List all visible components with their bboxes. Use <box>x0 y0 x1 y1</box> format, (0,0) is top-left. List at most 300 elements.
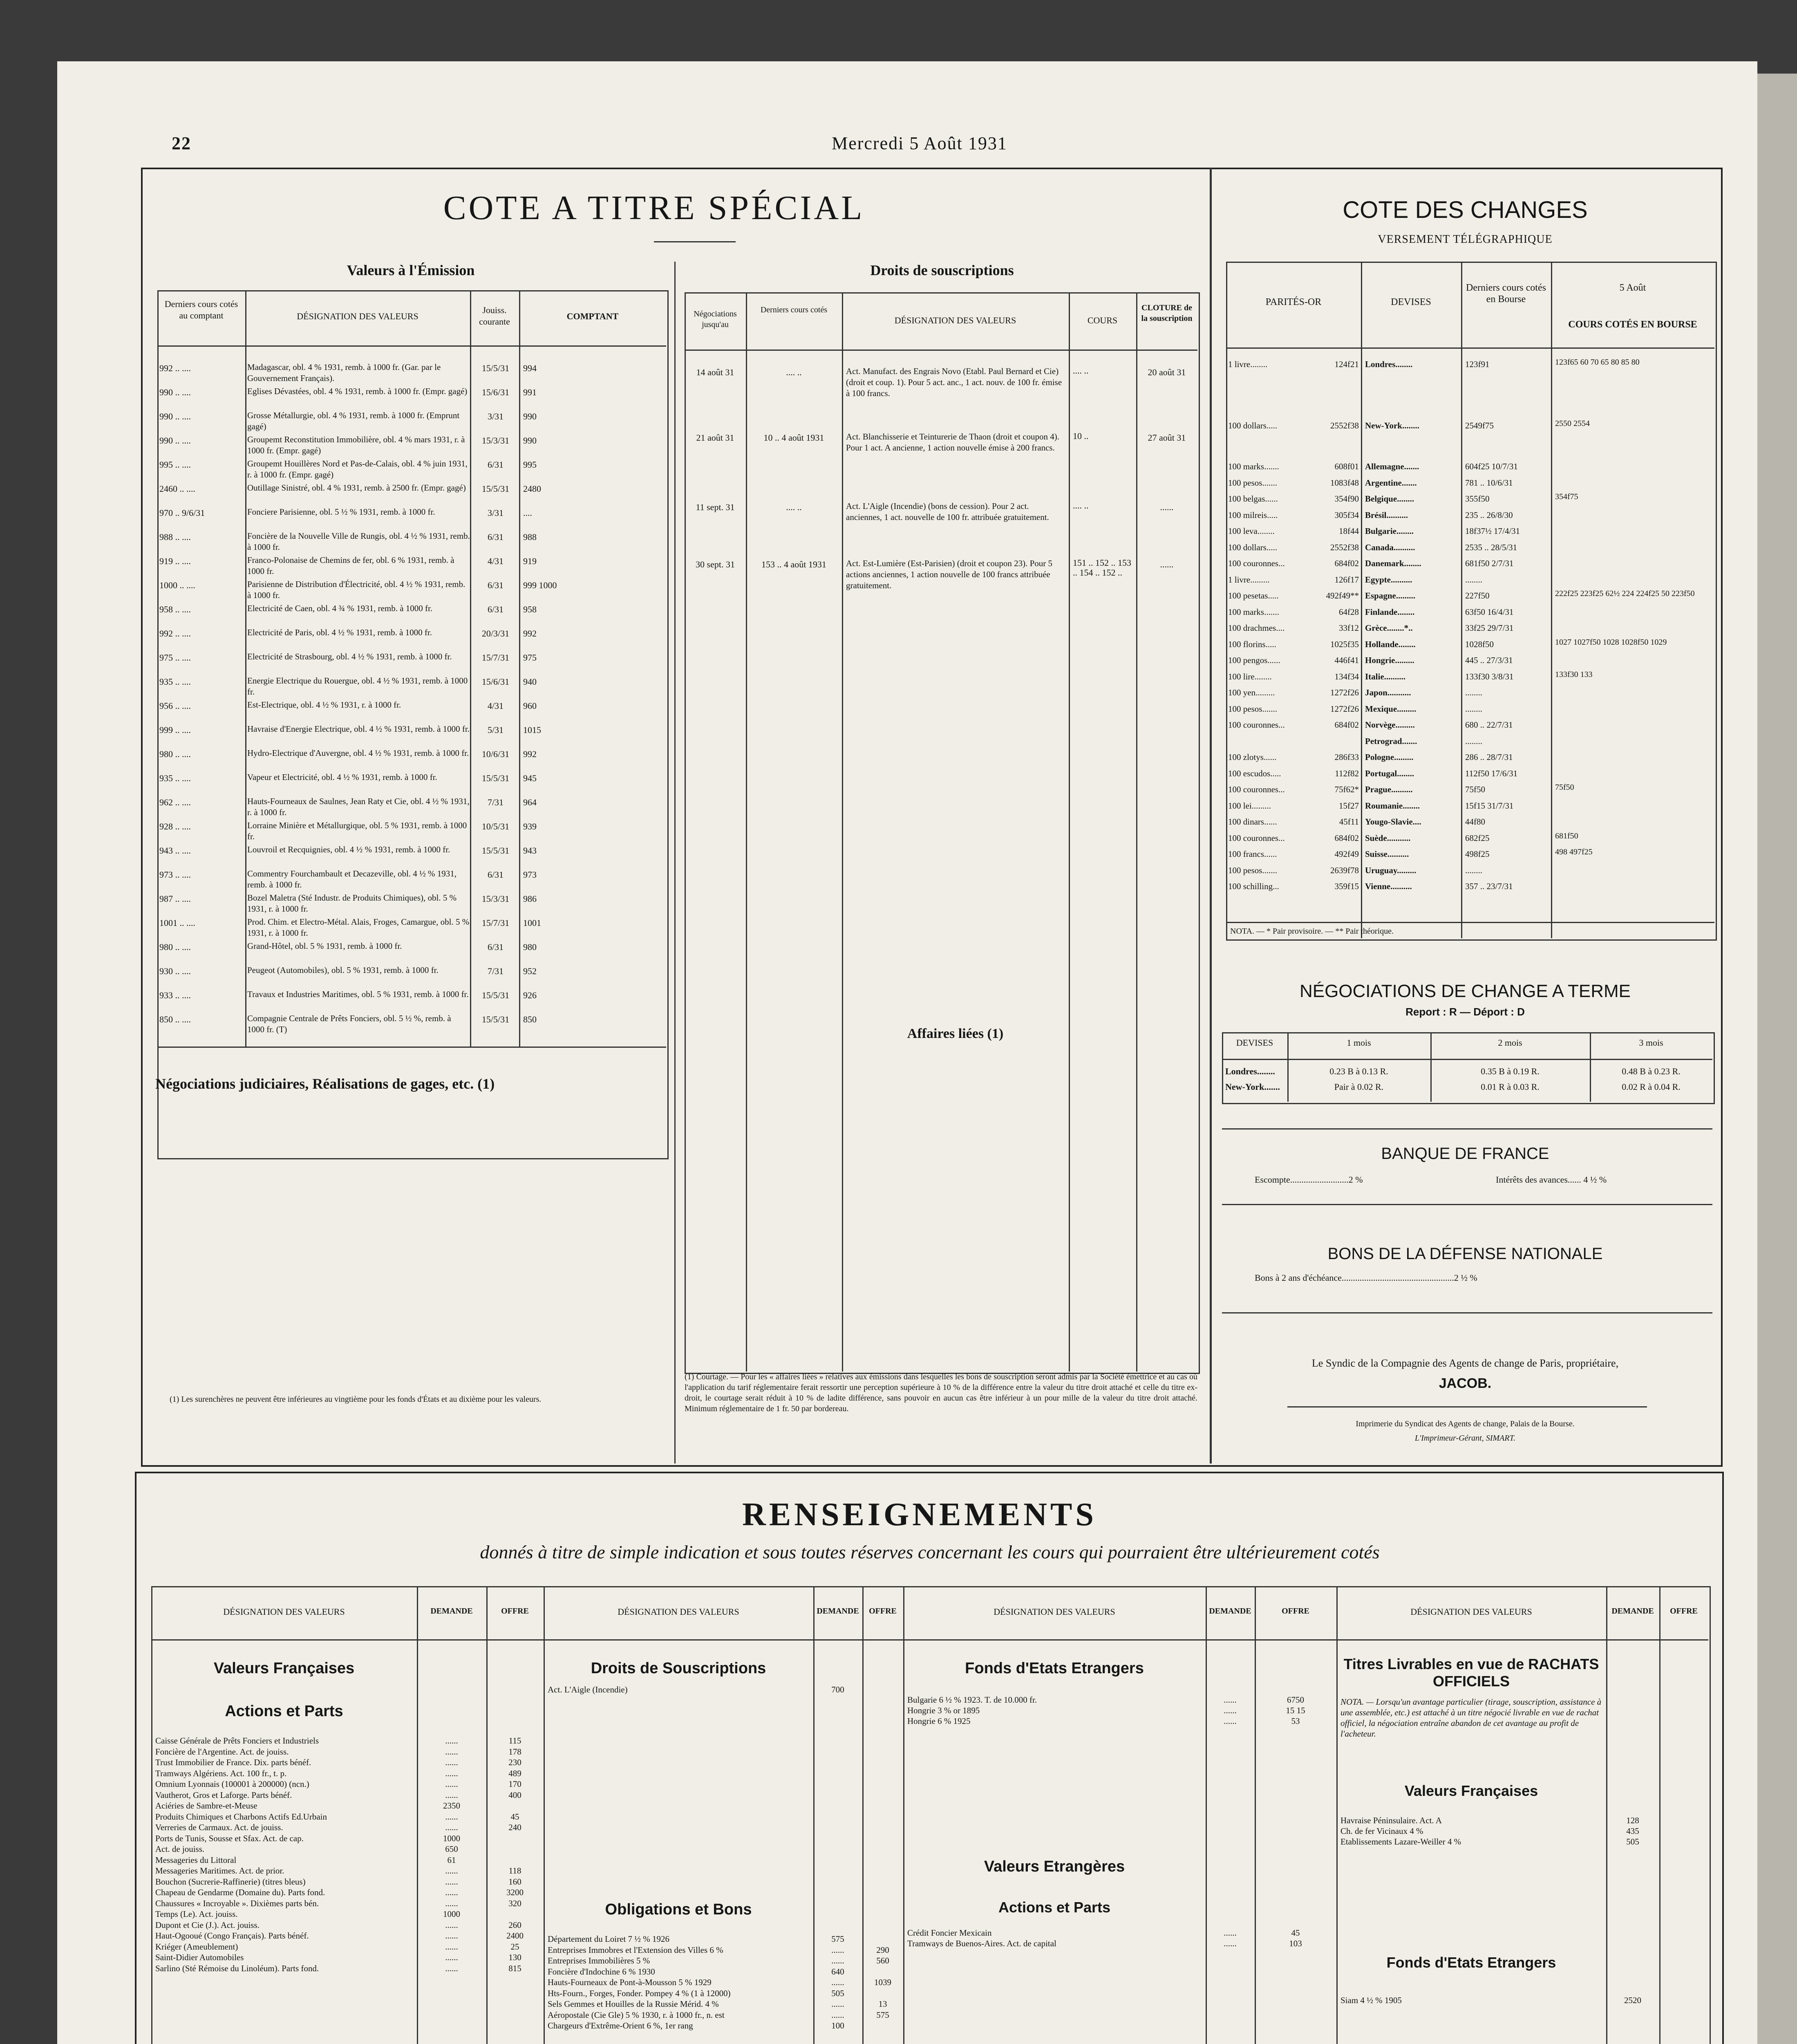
parite-value: 126f17 <box>1334 574 1359 585</box>
emission-designation: Grand-Hôtel, obl. 5 % 1931, remb. à 1000 fr. <box>247 941 402 951</box>
emission-heading: Valeurs à l'Émission <box>347 262 475 278</box>
parite-value: 15f27 <box>1339 800 1359 811</box>
emission-designation: Madagascar, obl. 4 % 1931, remb. à 1000 fr. (Gar. par le Gouvernement Français). <box>247 362 441 383</box>
rg-row-demande: ...... <box>445 1822 458 1832</box>
emission-comptant: 919 <box>523 556 537 566</box>
emission-comptant: 992 <box>523 628 537 639</box>
rg-heading: Fonds d'Etats Etrangers <box>1386 1954 1556 1971</box>
rg-row-designation: Dupont et Cie (J.). Act. jouiss. <box>155 1920 260 1930</box>
terme-devise: New-York....... <box>1225 1082 1280 1092</box>
rg-heading: Valeurs Etrangères <box>984 1858 1125 1875</box>
devise-cours-cotes: 498 497f25 <box>1555 847 1593 856</box>
terme-title: NÉGOCIATIONS DE CHANGE A TERME <box>1299 981 1631 1001</box>
parite-unit: 100 lire........ <box>1228 671 1272 681</box>
emission-comptant: 988 <box>523 532 537 542</box>
emission-comptant: 994 <box>523 363 537 373</box>
devise-last-cours: 33f25 29/7/31 <box>1465 623 1514 633</box>
emission-jouissance: 20/3/31 <box>481 628 510 639</box>
banque-title: BANQUE DE FRANCE <box>1381 1145 1549 1163</box>
emission-last-price: 919 .. .... <box>159 556 191 566</box>
terme-col-header: 3 mois <box>1639 1038 1663 1048</box>
emission-comptant: 990 <box>523 435 537 446</box>
emission-jouissance: 15/5/31 <box>481 1014 510 1024</box>
parite-unit: 100 escudos..... <box>1228 768 1281 778</box>
emission-comptant: 992 <box>523 749 537 759</box>
emission-last-price: 958 .. .... <box>159 604 191 614</box>
rg-row-demande: ...... <box>445 1790 458 1800</box>
rg-row-demande: ...... <box>445 1768 458 1778</box>
emission-comptant: 995 <box>523 459 537 470</box>
parite-value: 684f02 <box>1334 720 1359 730</box>
emission-designation: Est-Electrique, obl. 4 ½ % 1931, r. à 1000 fr. <box>247 700 401 710</box>
devise-cours-cotes: 133f30 133 <box>1555 670 1593 679</box>
emission-designation: Groupemt Reconstitution Immobilière, obl. 4 % mars 1931, r. à 1000 fr. (Empr. gagé) <box>247 435 465 455</box>
rg-row-designation: Tramways Algériens. Act. 100 fr., t. p. <box>155 1768 287 1778</box>
devise-name: Norvège......... <box>1365 720 1415 730</box>
emission-last-price: 928 .. .... <box>159 821 191 831</box>
souscr-designation: Act. Est-Lumière (Est-Parisien) (droit et coupon 23). Pour 5 actions anciennes, 1 action nouvelle de 100 francs attribuée gratuitement. <box>846 558 1053 590</box>
emission-last-price: 2460 .. .... <box>159 484 195 494</box>
emission-comptant: 991 <box>523 387 537 397</box>
rg-row-designation: Hongrie 6 % 1925 <box>907 1716 971 1726</box>
rg-row-offre: 15 15 <box>1286 1706 1305 1715</box>
rg-row-offre: 115 <box>508 1736 521 1746</box>
devise-name: Canada.......... <box>1365 542 1415 552</box>
souscr-derniers-cotes: 153 .. 4 août 1931 <box>761 559 826 569</box>
devise-name: Italie.......... <box>1365 671 1406 681</box>
emission-jouissance: 5/31 <box>487 725 504 735</box>
devise-last-cours: 1028f50 <box>1465 639 1494 649</box>
col-designation: DÉSIGNATION DES VALEURS <box>297 311 418 321</box>
rg-col-offre: OFFRE <box>1670 1607 1698 1616</box>
parite-unit: 100 couronnes... <box>1228 784 1285 794</box>
rg-row-offre: 815 <box>508 1963 521 1973</box>
rg-row-demande: ...... <box>1224 1939 1237 1948</box>
emission-comptant: 999 1000 <box>523 580 557 590</box>
parite-value: 18f44 <box>1339 526 1359 536</box>
rg-col-demande: DEMANDE <box>817 1607 859 1616</box>
devise-last-cours: ........ <box>1465 865 1482 875</box>
emission-jouissance: 6/31 <box>487 459 504 470</box>
parite-value: 492f49 <box>1334 849 1359 859</box>
parite-unit: 100 couronnes... <box>1228 720 1285 730</box>
devise-name: Londres........ <box>1365 359 1413 369</box>
courtage-note: (1) Courtage. — Pour les « affaires liées » relatives aux émissions dans lesquelles les bons de souscription seront admis par la Société émettrice et au cas où l'application du tarif réglementaire ferait ressortir une perception supérieure à 10 % de la différence entre la valeur du titre droit attaché et celle du titre ex-droit, le courtage serait réduit à 10 % de ladite différence, sans pouvoir en aucun cas être inférieur à un pour mille de la valeur du titre droit attaché. Minimum réglementaire de 1 fr. 50 par bordereau. <box>685 1372 1197 1413</box>
rg-row-designation: Bouchon (Sucrerie-Raffinerie) (titres bleus) <box>155 1876 306 1887</box>
emission-designation: Electricité de Caen, obl. 4 ¾ % 1931, remb. à 1000 fr. <box>247 603 433 613</box>
devise-last-cours: ........ <box>1465 688 1482 697</box>
emission-jouissance: 15/3/31 <box>481 894 510 904</box>
parite-unit: 1 livre........ <box>1228 359 1268 369</box>
parite-value: 1272f26 <box>1330 688 1359 697</box>
rg-row-designation: Département du Loiret 7 ½ % 1926 <box>548 1934 669 1944</box>
devise-name: Suisse.......... <box>1365 849 1409 859</box>
rg-row-demande: ...... <box>445 1952 458 1962</box>
rg-row-offre: 260 <box>508 1920 521 1930</box>
rg-row-designation: Havraise Péninsulaire. Act. A <box>1340 1815 1442 1825</box>
parite-unit: 100 couronnes... <box>1228 558 1285 568</box>
rg-row-demande: ...... <box>831 1977 844 1987</box>
devise-name: Espagne......... <box>1365 591 1416 601</box>
devise-last-cours: 75f50 <box>1465 784 1485 794</box>
emission-last-price: 975 .. .... <box>159 652 191 663</box>
rg-row-designation: Crédit Foncier Mexicain <box>907 1928 992 1938</box>
emission-last-price: 990 .. .... <box>159 387 191 397</box>
emission-designation: Eglises Dévastées, obl. 4 % 1931, remb. à 1000 fr. (Empr. gagé) <box>247 386 468 396</box>
rg-row-demande: ...... <box>831 1956 844 1966</box>
terme-devise: Londres........ <box>1225 1066 1275 1076</box>
rg-row-offre: 230 <box>508 1757 521 1767</box>
devise-last-cours: 63f50 16/4/31 <box>1465 607 1514 617</box>
devise-name: Belgique........ <box>1365 494 1414 504</box>
souscr-jusqu-au: 30 sept. 31 <box>696 559 735 569</box>
rg-col-demande: DEMANDE <box>1611 1607 1654 1616</box>
col-comptant: COMPTANT <box>566 311 619 321</box>
terme-col-header: 1 mois <box>1347 1038 1371 1048</box>
emission-jouissance: 4/31 <box>487 556 504 566</box>
emission-last-price: 999 .. .... <box>159 725 191 735</box>
devise-last-cours: ........ <box>1465 704 1482 714</box>
rg-row-offre: 170 <box>508 1779 521 1789</box>
syndic-line: Le Syndic de la Compagnie des Agents de change de Paris, propriétaire, <box>1311 1357 1619 1369</box>
rg-row-designation: Tramways de Buenos-Aires. Act. de capital <box>907 1939 1056 1948</box>
rg-row-offre: 400 <box>508 1790 521 1800</box>
devise-name: Finlande........ <box>1365 607 1415 617</box>
devise-name: Argentine....... <box>1365 477 1417 488</box>
parite-unit: 100 leva........ <box>1228 526 1275 536</box>
rg-row-demande: 700 <box>831 1685 844 1694</box>
rg-col-designation: DÉSIGNATION DES VALEURS <box>1410 1607 1532 1617</box>
rg-row-offre: 160 <box>508 1876 521 1887</box>
col-devises: DEVISES <box>1391 297 1431 307</box>
rg-row-designation: Aciéries de Sambre-et-Meuse <box>155 1801 257 1811</box>
devise-name: Roumanie........ <box>1365 800 1420 811</box>
emission-last-price: 973 .. .... <box>159 870 191 880</box>
renseignements-subtitle: donnés à titre de simple indication et sous toutes réserves concernant les cours qui pourraient être ultérieurement cotés <box>480 1542 1380 1562</box>
emission-jouissance: 15/6/31 <box>481 387 510 397</box>
devise-name: New-York........ <box>1365 421 1419 430</box>
rg-row-designation: Caisse Générale de Prêts Fonciers et Industriels <box>155 1736 319 1746</box>
rg-row-demande: ...... <box>831 1945 844 1955</box>
devise-name: Egypte.......... <box>1365 574 1412 585</box>
terme-subtitle: Report : R — Déport : D <box>1405 1006 1525 1018</box>
souscriptions-heading: Droits de souscriptions <box>870 262 1014 278</box>
parite-value: 75f62* <box>1334 784 1359 794</box>
devise-last-cours: ........ <box>1465 574 1482 585</box>
devise-name: Brésil.......... <box>1365 510 1408 520</box>
devise-last-cours: ........ <box>1465 736 1482 746</box>
emission-designation: Grosse Métallurgie, obl. 4 % 1931, remb. à 1000 fr. (Emprunt gagé) <box>247 410 460 431</box>
devise-last-cours: 681f50 2/7/31 <box>1465 558 1514 568</box>
parite-value: 608f01 <box>1334 462 1359 471</box>
rg-col-demande: DEMANDE <box>1209 1607 1251 1616</box>
rg-row-demande: ...... <box>445 1736 458 1746</box>
rg-row-designation: Hts-Fourn., Forges, Fonder. Pompey 4 % (1 à 12000) <box>548 1988 731 1998</box>
devise-last-cours: 133f30 3/8/31 <box>1465 671 1514 681</box>
devise-last-cours: 44f80 <box>1465 817 1485 827</box>
rg-row-designation: Hongrie 3 % or 1895 <box>907 1706 980 1715</box>
gerant-line: L'Imprimeur-Gérant, SIMART. <box>1414 1434 1516 1443</box>
rg-row-designation: Foncière d'Indochine 6 % 1930 <box>548 1966 655 1977</box>
parite-unit: 100 florins..... <box>1228 639 1276 649</box>
parite-unit: 100 marks....... <box>1228 607 1279 617</box>
rachats-nota: NOTA. — Lorsqu'un avantage particulier (tirage, souscription, assistance à une assemblée, etc.) est attaché à un titre négocié livrable en vue de rachat officiel, la négociation entraîne abandon de cet avantage au profit de l'acheteur. <box>1340 1697 1602 1739</box>
parite-unit: 100 pesetas..... <box>1228 591 1279 601</box>
devise-name: Danemark........ <box>1365 558 1421 568</box>
terme-value: Pair à 0.02 R. <box>1334 1082 1384 1092</box>
emission-comptant: 926 <box>523 990 537 1000</box>
rg-row-offre: 489 <box>508 1768 521 1778</box>
emission-jouissance: 6/31 <box>487 580 504 590</box>
emission-last-price: 1000 .. .... <box>159 580 195 590</box>
parite-value: 45f11 <box>1339 817 1359 827</box>
emission-last-price: 850 .. .... <box>159 1014 191 1024</box>
judiciaires-heading: Négociations judiciaires, Réalisations de gages, etc. (1) <box>155 1076 495 1092</box>
emission-last-price: 980 .. .... <box>159 749 191 759</box>
rg-col-designation: DÉSIGNATION DES VALEURS <box>223 1607 345 1617</box>
rg-row-designation: Hauts-Fourneaux de Pont-à-Mousson 5 % 1929 <box>548 1977 712 1987</box>
parite-value: 286f33 <box>1334 752 1359 762</box>
emission-jouissance: 15/7/31 <box>481 652 510 663</box>
parite-unit: 100 milreis..... <box>1228 510 1278 520</box>
rg-row-offre: 320 <box>508 1898 521 1908</box>
emission-comptant: 850 <box>523 1014 537 1024</box>
emission-comptant: 940 <box>523 677 537 687</box>
parite-value: 112f82 <box>1335 768 1359 778</box>
devise-name: Vienne.......... <box>1365 881 1412 891</box>
parite-value: 2639f78 <box>1330 865 1359 875</box>
rg-row-demande: 61 <box>447 1855 456 1865</box>
devise-name: Grèce........*.. <box>1365 623 1413 633</box>
rg-row-offre: 53 <box>1291 1716 1300 1726</box>
emission-comptant: 943 <box>523 845 537 856</box>
rg-heading: Droits de Souscriptions <box>591 1660 766 1677</box>
parite-unit: 100 dinars...... <box>1228 817 1277 827</box>
terme-value: 0.02 R à 0.04 R. <box>1622 1082 1681 1092</box>
emission-comptant: 958 <box>523 604 537 614</box>
parite-unit: 100 belgas...... <box>1228 494 1278 504</box>
souscriptions-table <box>685 292 1200 1374</box>
rg-row-offre: 240 <box>508 1822 521 1832</box>
parite-value: 2552f38 <box>1330 542 1359 552</box>
rg-row-demande: 505 <box>1626 1837 1639 1847</box>
emission-last-price: 988 .. .... <box>159 532 191 542</box>
devise-name: Mexique......... <box>1365 704 1417 714</box>
devise-last-cours: 2549f75 <box>1465 421 1494 430</box>
rg-row-demande: 575 <box>831 1934 844 1944</box>
emission-last-price: 943 .. .... <box>159 845 191 856</box>
rg-row-designation: Foncière de l'Argentine. Act. de jouiss. <box>155 1746 289 1757</box>
devise-last-cours: 682f25 <box>1465 833 1490 843</box>
emission-designation: Electricité de Paris, obl. 4 ½ % 1931, remb. à 1000 fr. <box>247 628 432 637</box>
rg-col-demande: DEMANDE <box>430 1607 473 1616</box>
emission-comptant: 973 <box>523 870 537 880</box>
emission-last-price: 992 .. .... <box>159 363 191 373</box>
devise-last-cours: 235 .. 26/8/30 <box>1465 510 1513 520</box>
rg-heading: Valeurs Françaises <box>213 1660 355 1677</box>
devise-name: Hongrie......... <box>1365 655 1414 665</box>
rg-row-designation: Ch. de fer Vicinaux 4 % <box>1340 1826 1423 1836</box>
emission-jouissance: 6/31 <box>487 870 504 880</box>
col-cours: COURS <box>1087 315 1118 325</box>
devise-cours-cotes: 1027 1027f50 1028 1028f50 1029 <box>1555 637 1667 647</box>
emission-designation: Foncière de la Nouvelle Ville de Rungis, obl. 4 ½ % 1931, remb. à 1000 fr. <box>247 531 470 552</box>
devise-cours-cotes: 354f75 <box>1555 492 1578 501</box>
rg-row-demande: ...... <box>445 1876 458 1887</box>
emission-jouissance: 15/7/31 <box>481 918 510 928</box>
devise-name: Petrograd....... <box>1365 736 1417 746</box>
parite-value: 1083f48 <box>1330 477 1359 488</box>
emission-designation: Peugeot (Automobiles), obl. 5 % 1931, remb. à 1000 fr. <box>247 965 439 975</box>
rg-row-designation: Haut-Ogooué (Congo Français). Parts bénéf. <box>155 1931 309 1941</box>
rg-row-demande: ...... <box>1224 1706 1237 1715</box>
parite-unit: 100 dollars..... <box>1228 421 1278 430</box>
parite-unit: 100 francs...... <box>1228 849 1277 859</box>
emission-last-price: 992 .. .... <box>159 628 191 639</box>
rg-row-demande: ...... <box>445 1963 458 1973</box>
devise-last-cours: 680 .. 22/7/31 <box>1465 720 1513 730</box>
emission-jouissance: 7/31 <box>487 797 504 807</box>
rg-heading: Obligations et Bons <box>605 1901 752 1918</box>
emission-jouissance: 15/3/31 <box>481 435 510 446</box>
emission-last-price: 980 .. .... <box>159 942 191 952</box>
emission-jouissance: 15/5/31 <box>481 484 510 494</box>
souscr-cours: .... .. <box>1073 366 1089 376</box>
parite-unit: 100 schilling... <box>1228 881 1279 891</box>
rg-row-demande: 640 <box>831 1966 844 1977</box>
syndic-name: JACOB. <box>1439 1376 1492 1391</box>
cote-titre-title: COTE A TITRE SPÉCIAL <box>443 189 865 227</box>
rg-row-demande: ...... <box>1224 1695 1237 1705</box>
emission-designation: Energie Electrique du Rouergue, obl. 4 ½ % 1931, remb. à 1000 fr. <box>247 676 468 697</box>
souscr-derniers-cotes: .... .. <box>786 367 802 377</box>
emission-designation: Groupemt Houillères Nord et Pas-de-Calais, obl. 4 % juin 1931, r. à 1000 fr. (Empr. gagé) <box>247 459 468 480</box>
emission-designation: Vapeur et Electricité, obl. 4 ½ % 1931, remb. à 1000 fr. <box>247 772 437 782</box>
devise-name: Japon........... <box>1365 688 1411 697</box>
rg-row-offre: 1039 <box>874 1977 891 1987</box>
devise-last-cours: 123f91 <box>1465 359 1490 369</box>
rg-row-designation: Sarlino (Sté Rémoise du Linoléum). Parts fond. <box>155 1963 319 1973</box>
parite-value: 354f90 <box>1334 494 1359 504</box>
page-date: Mercredi 5 Août 1931 <box>832 133 1007 153</box>
devise-cours-cotes: 222f25 223f25 62½ 224 224f25 50 223f50 <box>1555 589 1695 598</box>
emission-designation: Commentry Fourchambault et Decazeville, obl. 4 ½ % 1931, remb. à 1000 fr. <box>247 869 457 890</box>
souscr-designation: Act. Blanchisserie et Teinturerie de Thaon (droit et coupon 4). Pour 1 act. A ancienne, 1 action nouvelle émise à 200 francs. <box>846 432 1060 453</box>
souscr-cloture: 20 août 31 <box>1148 367 1186 377</box>
col-derniers-bourse: Derniers cours cotés en Bourse <box>1466 282 1546 305</box>
parite-unit: 100 pesos....... <box>1228 477 1278 488</box>
rg-col-designation: DÉSIGNATION DES VALEURS <box>994 1607 1115 1617</box>
parite-value: 2552f38 <box>1330 421 1359 430</box>
devise-name: Suède........... <box>1365 833 1411 843</box>
emission-last-price: 956 .. .... <box>159 701 191 711</box>
souscr-derniers-cotes: .... .. <box>786 502 802 512</box>
emission-comptant: 1015 <box>523 725 541 735</box>
rg-row-designation: Entreprises Immobres et l'Extension des Villes 6 % <box>548 1945 723 1955</box>
rg-row-demande: ...... <box>831 2010 844 2020</box>
parite-value: 684f02 <box>1334 833 1359 843</box>
emission-comptant: 952 <box>523 966 537 976</box>
souscr-designation: Act. L'Aigle (Incendie) (bons de cession). Pour 2 act. anciennes, 1 act. nouvelle de 100 fr. attribuée gratuitement. <box>846 501 1049 522</box>
rg-row-offre: 290 <box>876 1945 889 1955</box>
parite-value: 492f49** <box>1326 591 1359 601</box>
emission-designation: Fonciere Parisienne, obl. 5 ½ % 1931, remb. à 1000 fr. <box>247 507 435 517</box>
terme-col-header: DEVISES <box>1236 1038 1273 1048</box>
terme-value: 0.48 B à 0.23 R. <box>1622 1066 1681 1076</box>
rg-col-offre: OFFRE <box>501 1607 529 1616</box>
souscr-cloture: 27 août 31 <box>1148 433 1186 443</box>
emission-footnote: (1) Les surenchères ne peuvent être inférieures au vingtième pour les fonds d'États et au dixième pour les valeurs. <box>170 1395 542 1404</box>
emission-jouissance: 15/5/31 <box>481 773 510 783</box>
rg-col-offre: OFFRE <box>869 1607 897 1616</box>
rg-row-demande: 2350 <box>443 1801 460 1811</box>
col-designation-souscr: DÉSIGNATION DES VALEURS <box>894 315 1016 325</box>
devise-last-cours: 355f50 <box>1465 494 1490 504</box>
emission-jouissance: 4/31 <box>487 701 504 711</box>
emission-jouissance: 15/5/31 <box>481 363 510 373</box>
parite-value: 1025f35 <box>1330 639 1359 649</box>
emission-designation: Hauts-Fourneaux de Saulnes, Jean Raty et Cie, obl. 4 ½ % 1931, r. à 1000 fr. <box>247 796 470 817</box>
emission-jouissance: 6/31 <box>487 604 504 614</box>
souscr-jusqu-au: 21 août 31 <box>696 433 734 443</box>
rg-row-demande: 505 <box>831 1988 844 1998</box>
rg-row-offre: 13 <box>878 1999 887 2009</box>
rg-row-designation: Act. L'Aigle (Incendie) <box>548 1685 628 1694</box>
changes-nota: NOTA. — * Pair provisoire. — ** Pair théorique. <box>1230 927 1394 936</box>
rg-row-designation: Sels Gemmes et Houilles de la Russie Mérid. 4 % <box>548 1999 719 2009</box>
rg-col-designation: DÉSIGNATION DES VALEURS <box>618 1607 739 1617</box>
rg-row-offre: 118 <box>508 1866 521 1876</box>
col-date: 5 Août <box>1619 282 1646 293</box>
terme-value: 0.23 B à 0.13 R. <box>1329 1066 1388 1076</box>
rg-row-designation: Kriéger (Ameublement) <box>155 1941 238 1952</box>
rg-row-offre: 3200 <box>506 1887 524 1897</box>
souscr-designation: Act. Manufact. des Engrais Novo (Etabl. Paul Bernard et Cie) (droit et coup. 1). Pour 5 act. anc., 1 act. nouv. de 100 fr. émise à 100 francs. <box>846 366 1062 398</box>
rg-row-designation: Messageries Maritimes. Act. de prior. <box>155 1866 284 1876</box>
rg-row-demande: 650 <box>445 1844 458 1854</box>
page-number: 22 <box>172 133 191 153</box>
souscr-cloture: ...... <box>1160 502 1174 512</box>
banque-escompte: Escompte..........................2 % <box>1255 1174 1363 1185</box>
emission-designation: Prod. Chim. et Electro-Métal. Alais, Froges, Camargue, obl. 5 % 1931, r. à 1000 fr. <box>247 917 470 938</box>
emission-comptant: 939 <box>523 821 537 831</box>
terme-value: 0.01 R à 0.03 R. <box>1481 1082 1540 1092</box>
rg-row-designation: Act. de jouiss. <box>155 1844 205 1854</box>
rg-row-demande: ...... <box>445 1866 458 1876</box>
emission-designation: Electricité de Strasbourg, obl. 4 ½ % 1931, remb. à 1000 fr. <box>247 652 452 661</box>
devise-cours-cotes: 123f65 60 70 65 80 85 80 <box>1555 358 1640 367</box>
banque-avances: Intérêts des avances...... 4 ½ % <box>1496 1174 1607 1185</box>
rg-row-designation: Bulgarie 6 ½ % 1923. T. de 10.000 fr. <box>907 1695 1037 1705</box>
rg-row-offre: 45 <box>510 1811 519 1822</box>
rg-row-designation: Ports de Tunis, Sousse et Sfax. Act. de cap. <box>155 1833 304 1843</box>
rg-row-demande: 1000 <box>443 1833 460 1843</box>
col-parites: PARITÉS-OR <box>1265 297 1322 307</box>
devise-last-cours: 15f15 31/7/31 <box>1465 800 1514 811</box>
devise-cours-cotes: 75f50 <box>1555 783 1574 792</box>
rg-row-offre: 178 <box>508 1746 521 1757</box>
emission-jouissance: 6/31 <box>487 942 504 952</box>
emission-designation: Compagnie Centrale de Prêts Fonciers, obl. 5 ½ %, remb. à 1000 fr. (T) <box>247 1013 451 1034</box>
rg-row-demande: 1000 <box>443 1909 460 1919</box>
rg-row-designation: Entreprises Immobilières 5 % <box>548 1956 650 1966</box>
devise-last-cours: 357 .. 23/7/31 <box>1465 881 1513 891</box>
rg-heading: Actions et Parts <box>998 1899 1111 1916</box>
rg-row-demande: ...... <box>445 1887 458 1897</box>
emission-last-price: 930 .. .... <box>159 966 191 976</box>
rg-row-demande: ...... <box>831 1999 844 2009</box>
devise-last-cours: 445 .. 27/3/31 <box>1465 655 1513 665</box>
